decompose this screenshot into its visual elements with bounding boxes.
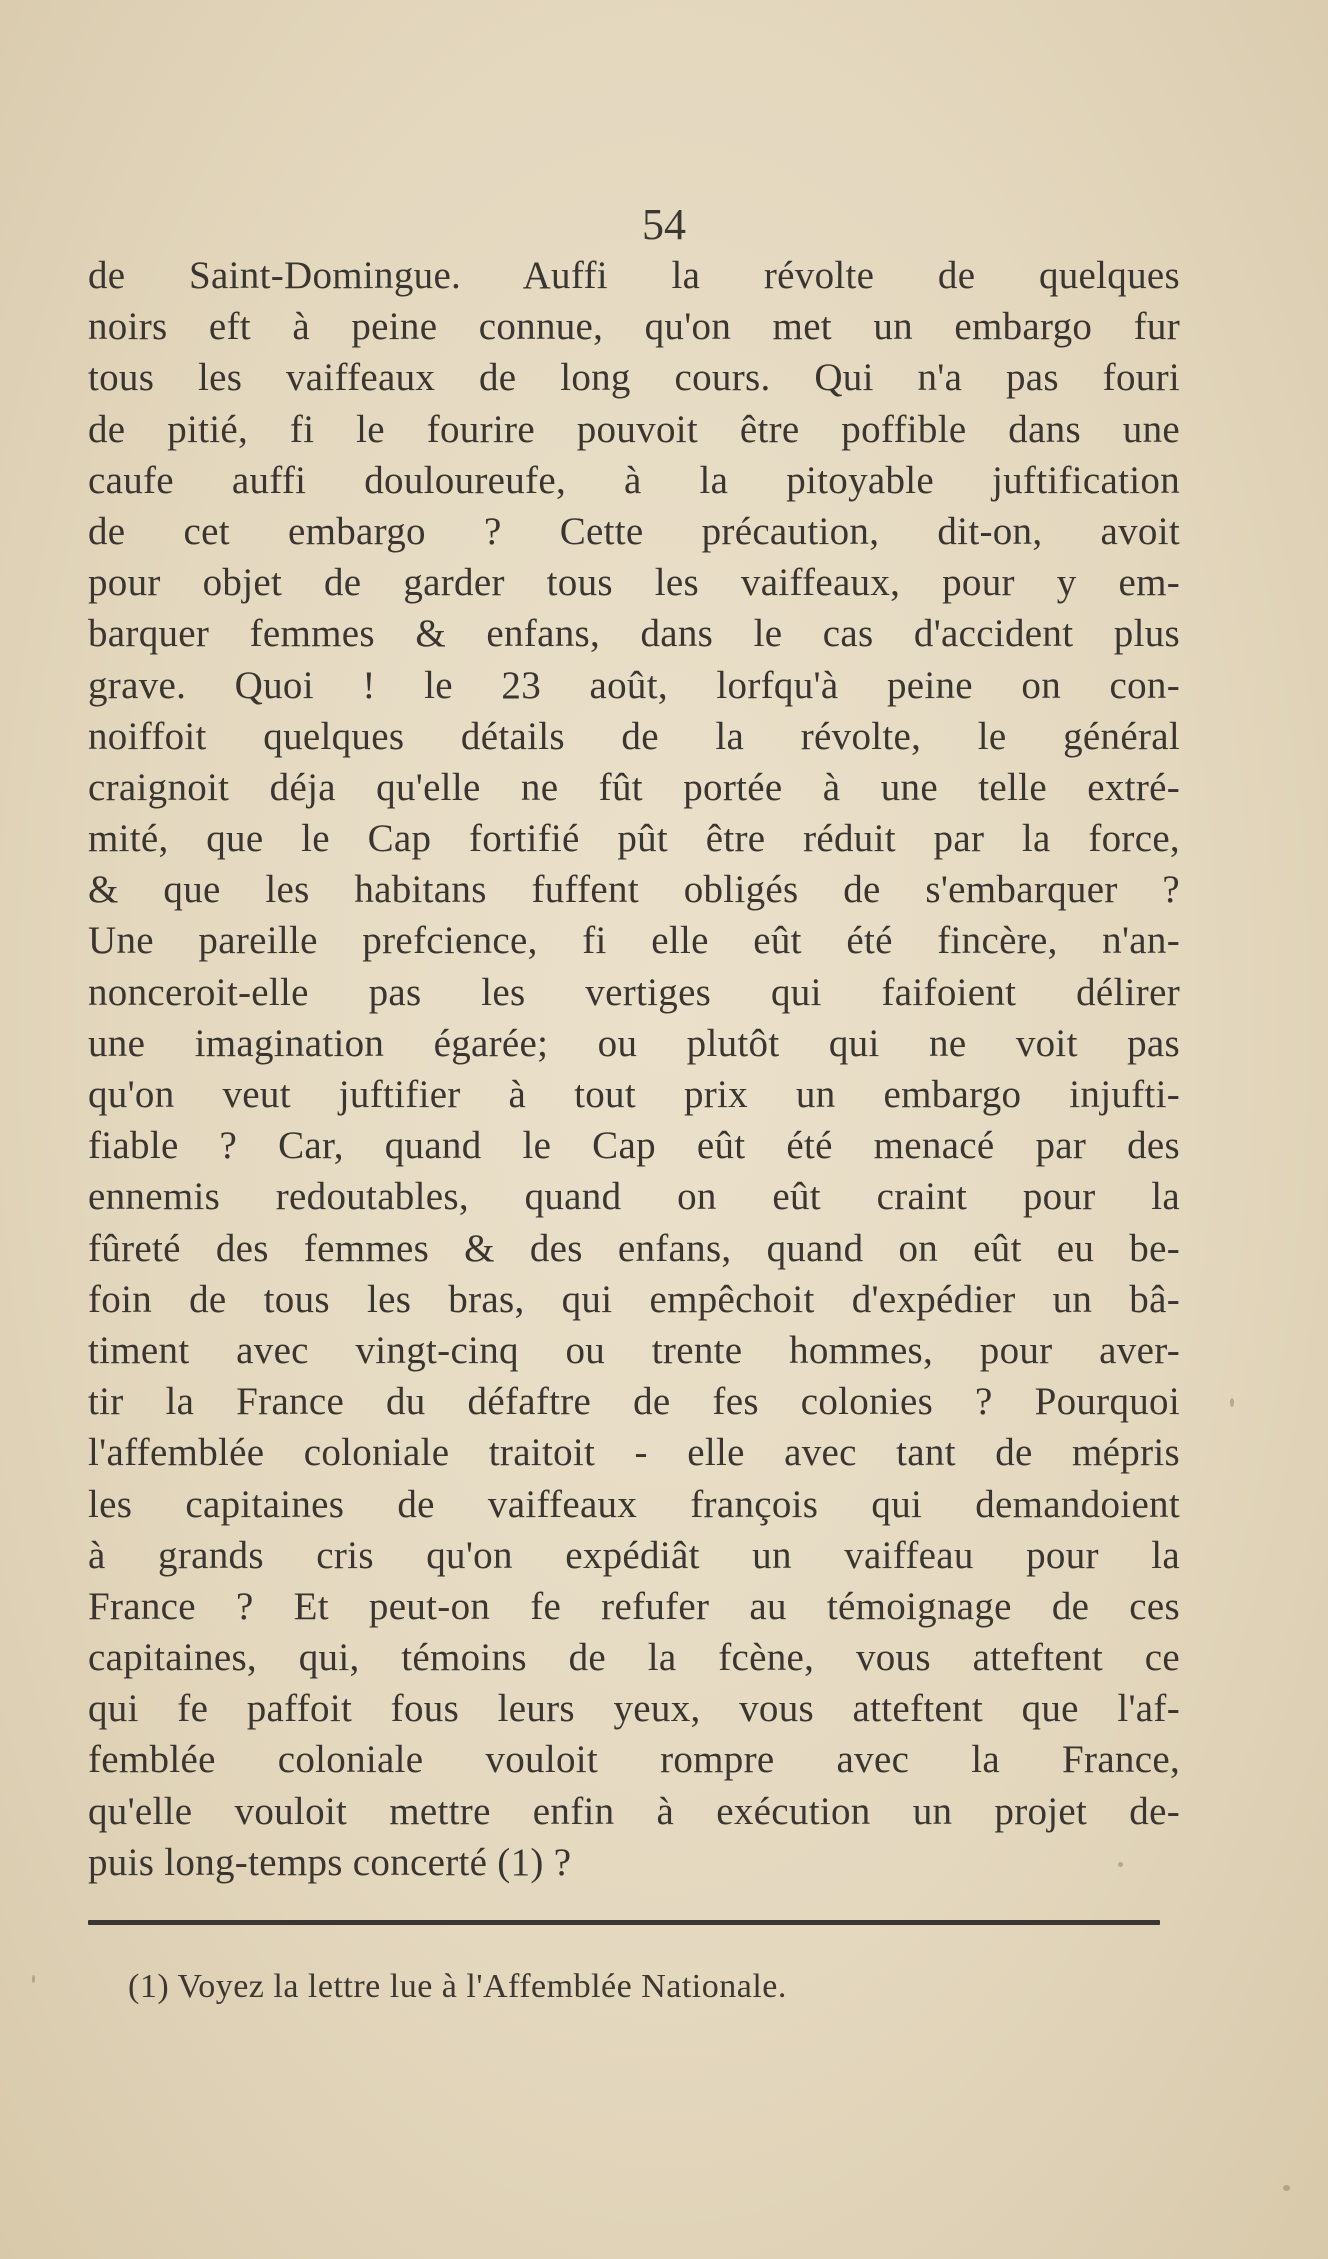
text-line: barquer femmes & enfans, dans le cas d'accident plus [88, 612, 1180, 656]
text-line: grave. Quoi ! le 23 août, lorfqu'à peine on con- [88, 663, 1180, 707]
text-line: foin de tous les bras, qui empêchoit d'expédier un bâ- [88, 1277, 1180, 1321]
text-line: ennemis redoutables, quand on eût craint pour la [88, 1175, 1180, 1219]
text-line: puis long-temps concerté (1) ? [88, 1840, 572, 1884]
text-line: qu'elle vouloit mettre enfin à exécution un projet de- [88, 1789, 1180, 1833]
footnote: (1) Voyez la lettre lue à l'Affemblée Nationale. [128, 1968, 787, 2005]
text-line: tir la France du défaftre de fes colonies ? Pourquoi [88, 1380, 1180, 1424]
paper-speck [1118, 1862, 1123, 1867]
text-line: caufe auffi douloureufe, à la pitoyable juftification [88, 458, 1180, 502]
text-line: noiffoit quelques détails de la révolte, le général [88, 714, 1180, 758]
text-line: fûreté des femmes & des enfans, quand on eût eu be- [88, 1226, 1180, 1270]
text-line: de pitié, fi le fourire pouvoit être poffible dans une [88, 407, 1180, 451]
text-line: de cet embargo ? Cette précaution, dit-on, avoit [88, 509, 1180, 553]
body-text [88, 250, 1180, 1888]
text-line: pour objet de garder tous les vaiffeaux, pour y em- [88, 561, 1180, 605]
text-line: nonceroit-elle pas les vertiges qui faifoient délirer [88, 970, 1180, 1014]
text-line: Une pareille prefcience, fi elle eût été fincère, n'an- [88, 919, 1180, 963]
text-line: l'affemblée coloniale traitoit - elle avec tant de mépris [88, 1431, 1180, 1475]
paper-speck [1283, 2185, 1290, 2191]
text-line: craignoit déja qu'elle ne fût portée à une telle extré- [88, 765, 1180, 809]
text-line: une imagination égarée; ou plutôt qui ne voit pas [88, 1021, 1180, 1065]
text-line: noirs eft à peine connue, qu'on met un embargo fur [88, 305, 1180, 349]
text-line: à grands cris qu'on expédiât un vaiffeau pour la [88, 1533, 1180, 1577]
page-number: 54 [642, 200, 686, 249]
text-line: France ? Et peut-on fe refufer au témoignage de ces [88, 1584, 1180, 1628]
text-line: femblée coloniale vouloit rompre avec la France, [88, 1738, 1180, 1782]
text-line: qui fe paffoit fous leurs yeux, vous atteftent que l'af- [88, 1687, 1180, 1731]
footnote-divider [88, 1920, 1160, 1925]
paper-speck [1230, 1398, 1234, 1407]
text-line: timent avec vingt-cinq ou trente hommes, pour aver- [88, 1328, 1180, 1372]
text-line: & que les habitans fuffent obligés de s'embarquer ? [88, 868, 1180, 912]
paper-speck [32, 1975, 35, 1983]
text-line: qu'on veut juftifier à tout prix un embargo injufti- [88, 1073, 1180, 1116]
text-line: les capitaines de vaiffeaux françois qui demandoient [88, 1482, 1180, 1526]
text-line: fiable ? Car, quand le Cap eût été menacé par des [88, 1124, 1180, 1168]
text-line: tous les vaiffeaux de long cours. Qui n'a pas fouri [88, 356, 1180, 400]
text-line: capitaines, qui, témoins de la fcène, vous atteftent ce [88, 1636, 1180, 1680]
text-line: mité, que le Cap fortifié pût être réduit par la force, [88, 817, 1180, 861]
text-line: de Saint-Domingue. Auffi la révolte de quelques [88, 254, 1180, 297]
